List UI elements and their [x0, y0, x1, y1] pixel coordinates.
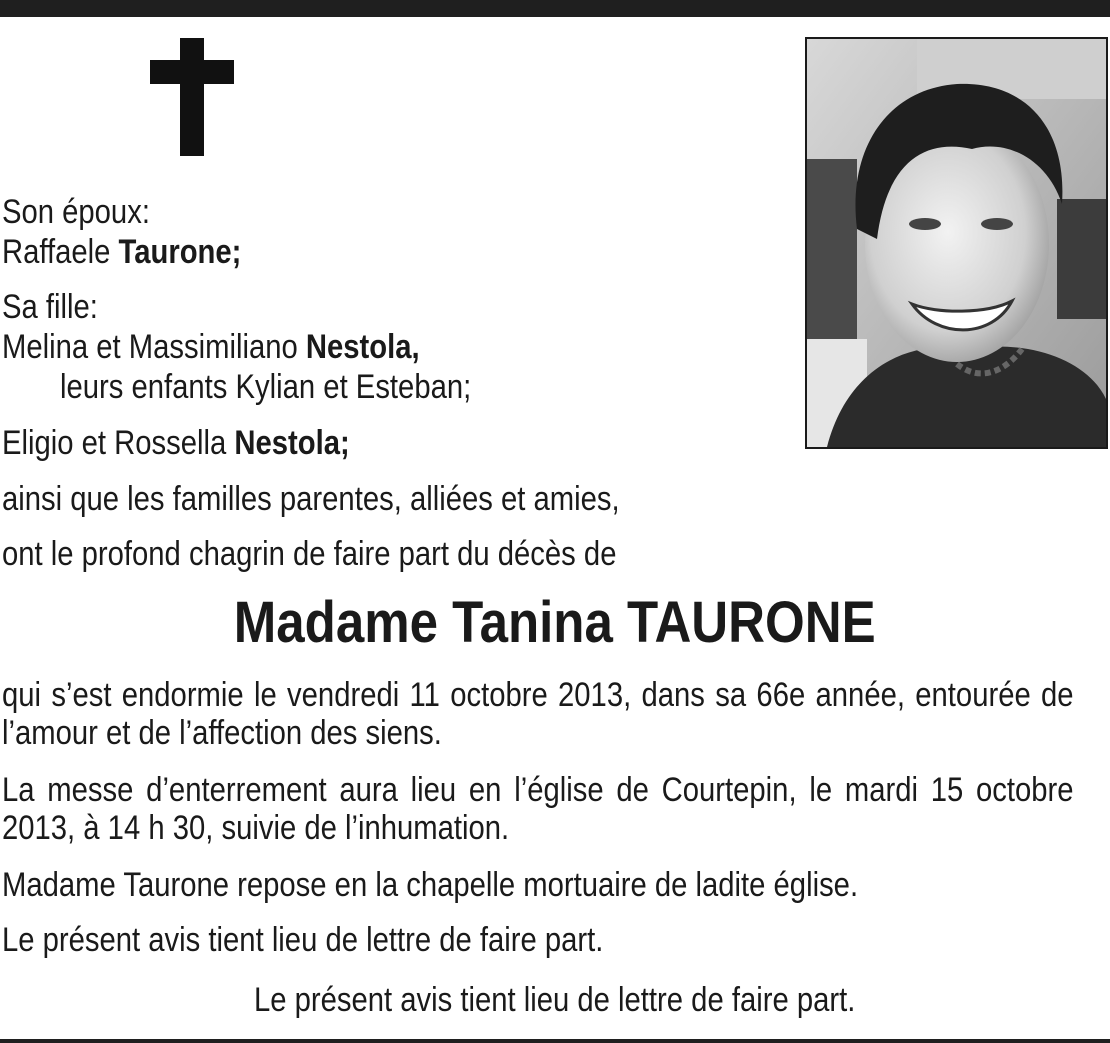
spouse-label: Son époux:	[2, 193, 150, 231]
daughter-name: Melina et Massimiliano Nestola,	[2, 328, 420, 366]
rest-paragraph: Madame Taurone repose en la chapelle mortuaire de ladite église.	[2, 866, 859, 904]
funeral-paragraph: La messe d’enterrement aura lieu en l’église de Courtepin, le mardi 15 octobre 2013, à 14 h 30, suivie de l’inhumation.	[2, 771, 1074, 847]
bottom-rule	[0, 1039, 1110, 1043]
death-paragraph: qui s’est endormie le vendredi 11 octobre 2013, dans sa 66e année, entourée de l’amour et de l’affection des siens.	[2, 676, 1074, 752]
top-rule	[0, 0, 1110, 17]
daughter-surname: Nestola,	[305, 328, 420, 366]
deceased-name: Madame Tanina TAURONE	[234, 590, 876, 655]
notice-paragraph: Le présent avis tient lieu de lettre de faire part.	[2, 921, 604, 959]
announcement-line: ont le profond chagrin de faire part du décès de	[2, 535, 617, 573]
spouse-surname: Taurone;	[118, 233, 242, 271]
closing-line: Le présent avis tient lieu de lettre de faire part.	[254, 981, 856, 1019]
daughter-label: Sa fille:	[2, 288, 98, 326]
portrait-photo	[805, 37, 1108, 449]
other-surname: Nestola;	[234, 424, 350, 462]
spouse-name: Raffaele Taurone;	[2, 233, 242, 271]
grandchildren: leurs enfants Kylian et Esteban;	[60, 368, 472, 406]
cross-icon	[150, 38, 234, 156]
other-relatives: Eligio et Rossella Nestola;	[2, 424, 350, 462]
families-line: ainsi que les familles parentes, alliées et amies,	[2, 480, 620, 518]
